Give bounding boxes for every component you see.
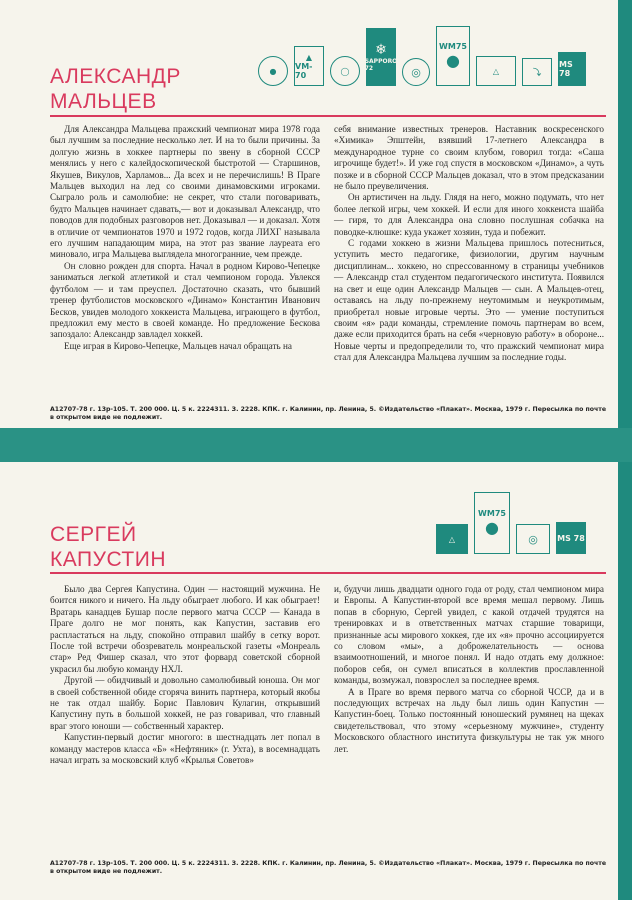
player-first-name: СЕРГЕЙ: [50, 523, 137, 546]
paragraph: А в Праге во время первого матча со сборной ЧССР, да и в последующих встречах на льду был лишь один Капустин — Капустин-боец. Только постоянный юношеский румянец на щеках свидетельствовал, что этому «серьезному мужчине», студенту Московского областного института физкультуры не так уж много лет.: [334, 686, 604, 754]
right-column: [334, 124, 604, 364]
olympic-rings-icon: ◎: [516, 524, 550, 554]
globe-icon: ◯: [330, 56, 360, 86]
postcard-kapustin: [0, 462, 632, 900]
paragraph: Было два Сергея Капустина. Один — настоящий мужчина. Не боится никого и ничего. На льду обыграет любого. И как обыграет! Вратарь канадцев Бушар после первого матча СССР — Канада в Праге долго не мог понять, как Капустин, заставив его распластаться на льду, спокойно отправил шайбу в сетку ворот. После той встречи обозреватель монреальской газеты «Монреаль стар» Ред Фишер сказал, что этот форвард советской сборной украсил бы любую команду НХЛ.: [50, 584, 320, 674]
championship-logos: [258, 26, 586, 86]
player-last-name: КАПУСТИН: [50, 548, 166, 571]
player-last-name: МАЛЬЦЕВ: [50, 90, 157, 113]
player-name: [50, 522, 166, 572]
paragraph: себя внимание известных тренеров. Наставник воскресенского «Химика» Эпштейн, взявший 17-летнего Александра в международное турне со своим клубом, говорил тогда: «Саша игрочище будет!». И уже год спустя в московском «Динамо», а чуть позже и в сборной СССР Мальцев доказал, что в этом предсказании не было преувеличения.: [334, 124, 604, 192]
divider-line: [50, 572, 606, 574]
paragraph: Другой — обидчивый и довольно самолюбивый юноша. Он мог в своей собственной обиде сгоряча винить партнера, который якобы не так отдал шайбу. Борис Павлович Кулагин, открывший Капустину путь в большой хоккей, не раз говаривал, что главный враг этого юноши — собственный характер.: [50, 675, 320, 731]
innsbruck-icon: △: [476, 56, 516, 86]
postcard-maltsev: [0, 0, 632, 428]
divider-line: [50, 115, 606, 117]
player-first-name: АЛЕКСАНДР: [50, 65, 181, 88]
hockey-stick-icon: ⤵: [522, 58, 552, 86]
snowflake-icon: ❄ SAPPORO 72: [366, 28, 396, 86]
left-column: [50, 584, 320, 767]
article-text: [50, 124, 610, 364]
championship-logos: [436, 492, 586, 554]
player-name: [50, 64, 181, 114]
ms78-icon: MS 78: [558, 52, 586, 86]
publisher-imprint: А12707-78 г. 13р-105. Т. 200 000. Ц. 5 к. 2224311. З. 2228. КПК. г. Калинин, пр. Ленина, 5. ©Издательство «Плакат». Москва, 1979 г. Пересылка по почте в открытом виде не подлежит.: [50, 860, 607, 875]
olympic-rings-icon: ◎: [402, 58, 430, 86]
wm75-icon: WM75 ●: [436, 26, 470, 86]
paragraph: и, будучи лишь двадцати одного года от роду, стал чемпионом мира и Европы. А Капустин-второй все время мешал первому. Лишь попав в сборную, Сергей увидел, с какой отдачей трудятся на тренировках и в ответственных матчах старшие товарищи, признанные асы мирового хоккея, где их «я» прочно ассоциируется со словом «мы», а доброжелательность — основа взаимоотношений, и многое понял. И надо отдать ему должное: поборов себя, он сумел вписаться в коллектив прославленной команды, возмужал, повзрослел за последнее время.: [334, 584, 604, 686]
left-column: [50, 124, 320, 364]
innsbruck-icon: △: [436, 524, 468, 554]
wc-70-icon: ▲ VM-70: [294, 46, 324, 86]
card-gap: [0, 428, 632, 462]
ms78-icon: MS 78: [556, 522, 586, 554]
right-column: [334, 584, 604, 767]
paragraph: Он артистичен на льду. Глядя на него, можно подумать, что нет более легкой игры, чем хоккей. И если для иного хоккеиста шайба — гиря, то для Александра она словно послушная собачка на поводке-клюшке: куда укажет хозяин, туда и побежит.: [334, 192, 604, 237]
paragraph: Капустин-первый достиг многого: в шестнадцать лет попал в команду мастеров класса «Б» «Нефтяник» (г. Ухта), в восемнадцать начал играть за московский клуб «Крылья Советов»: [50, 732, 320, 766]
wm75-icon: WM75 ●: [474, 492, 510, 554]
publisher-imprint: А12707-78 г. 13р-105. Т. 200 000. Ц. 5 к. 2224311. З. 2228. КПК. г. Калинин, пр. Ленина, 5. ©Издательство «Плакат». Москва, 1979 г. Пересылка по почте в открытом виде не подлежит.: [50, 406, 607, 421]
paragraph: Он словно рожден для спорта. Начал в родном Кирово-Чепецке заниматься легкой атлетикой и стал чемпионом города. Увлекся футболом — и там преуспел. Достаточно сказать, что бывший тренер футболистов московского «Динамо» Константин Иванович Бесков, увидев молодого хоккеиста Мальцева, играющего в футбол, предложил ему место в своей команде. Но предложение Бескова запоздало: Александр завладел хоккей.: [50, 260, 320, 340]
paragraph: С годами хоккею в жизни Мальцева пришлось потесниться, уступить место педагогике, физиологии, другим научным дисциплинам... хоккею, но спрессованному в страницы учебников — Александр стал студентом педагогического института. Появился на свет и еще один Александр Мальцев — сын. А Мальцев-отец, оставаясь на льду по-прежнему неутомимым и неукротимым, приобретал новые игровые черты. Это — умение поступиться своим «я» ради команды, стремление помочь партнерам во всем, даже если приходится брать на себя «черновую работу» в обороне... Новые черты и предопределили то, что пражский чемпионат мира стал для Александра Мальцева лучшим за последние годы.: [334, 238, 604, 363]
paragraph: Еще играя в Кирово-Чепецке, Мальцев начал обращать на: [64, 340, 292, 351]
article-text: [50, 584, 610, 767]
hockey-player-icon: ●: [258, 56, 288, 86]
paragraph: Для Александра Мальцева пражский чемпионат мира 1978 года был лучшим за последние несколько лет. И на то были причины. За долгую жизнь в хоккее партнеры по звену в сборной СССР менялись у него с калейдоскопической быстротой — Старшинов, Якушев, Викулов, Харламов... Да всех и не перечислишь! В Праге Мальцев выходил на лед со своими динамовскими игроками. Сыграло роль и самолюбие: не секрет, что стали поговаривать, будто Мальцев начинает сдавать,— вот и доказывал Александр, что поводов для подобных разговоров нет. Доказывал — и доказал. Хотя в отличие от чемпионатов 1970 и 1972 годов, когда ЛИХГ называла его лучшим нападающим мира, на этот раз звание лауреата его миновало, игра Мальцева выглядела многогранние, чем прежде.: [50, 124, 320, 260]
